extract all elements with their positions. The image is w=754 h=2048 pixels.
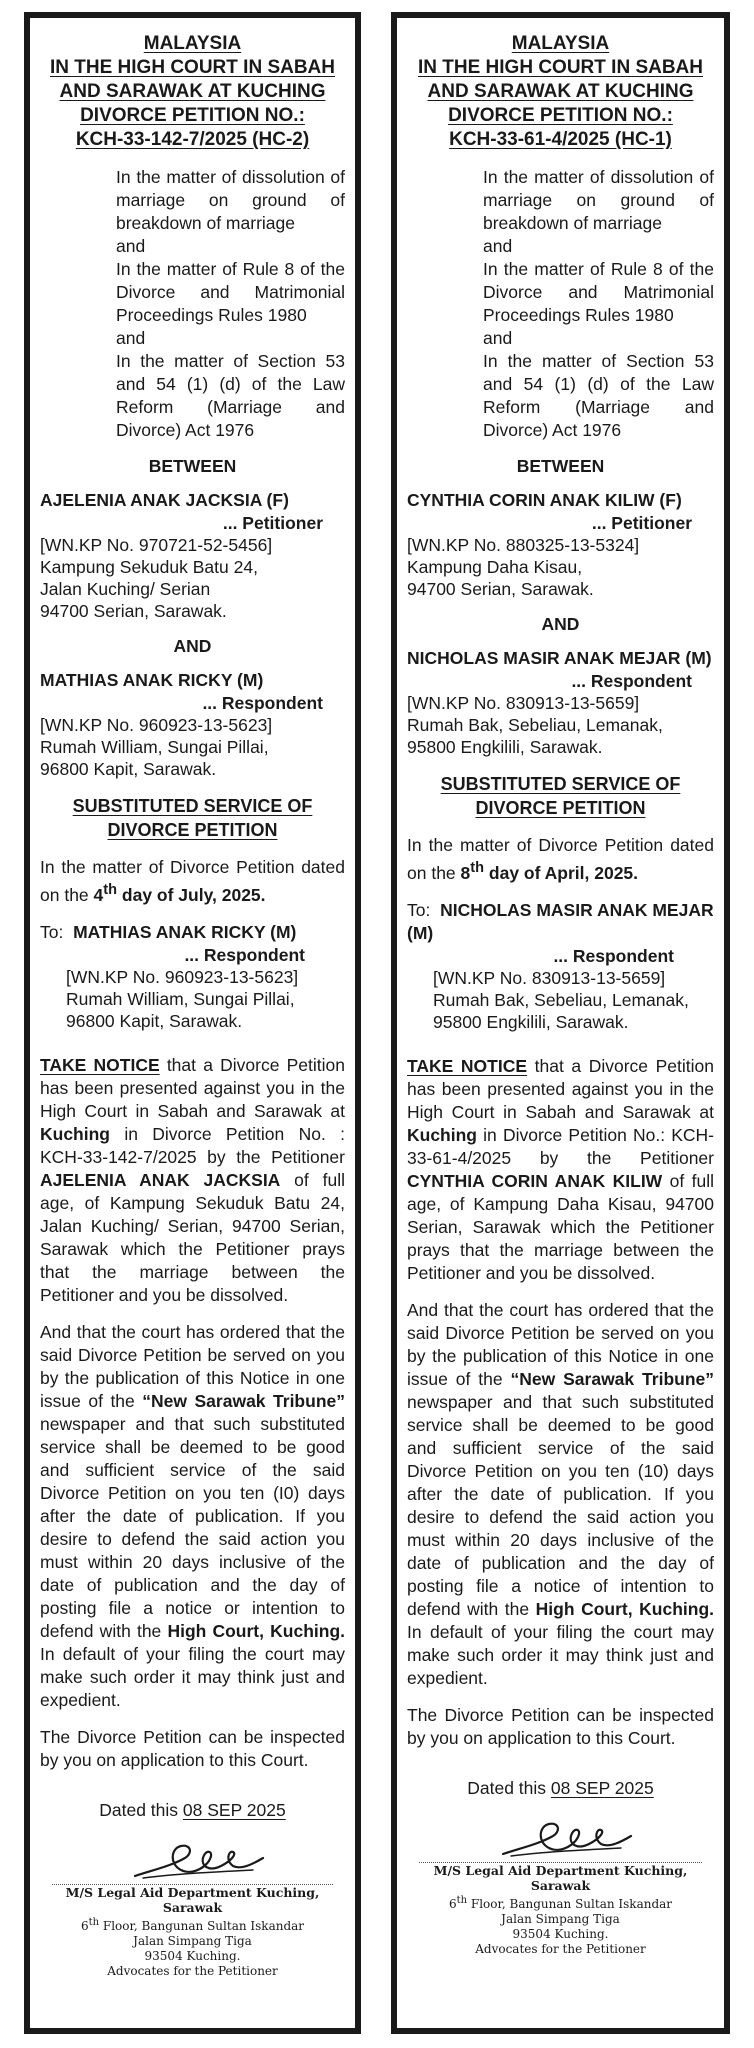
petition-number: KCH-33-61-4/2025 (HC-1) (449, 129, 672, 150)
firm-role: Advocates for the Petitioner (475, 1941, 646, 1956)
matters-block (483, 166, 714, 442)
court-heading: IN THE HIGH COURT IN SABAH (418, 57, 703, 78)
petition-date-line (40, 856, 345, 907)
court-header (407, 32, 714, 152)
court-order-paragraph (40, 1321, 345, 1712)
petition-date-suffix: th (470, 860, 485, 876)
respondent-address-line: 95800 Engkilili, Sarawak. (407, 737, 603, 757)
notice-petitioner-name: CYNTHIA CORIN ANAK KILIW (407, 1170, 663, 1191)
to-label: To: (407, 899, 431, 920)
matter-and: and (483, 328, 513, 348)
take-notice-label: TAKE NOTICE (407, 1055, 528, 1076)
firm-name: M/S Legal Aid Department Kuching, Sarawak (433, 1862, 688, 1893)
newspaper-name: “New Sarawak Tribune” (142, 1390, 345, 1411)
divorce-notice-left (24, 12, 361, 2034)
substituted-service-heading-line: DIVORCE PETITION (107, 820, 278, 840)
inspection-paragraph: The Divorce Petition can be inspected by you on application to this Court. (40, 1726, 345, 1770)
addressee-name: MATHIAS ANAK RICKY (M) (73, 921, 297, 942)
respondent-address-line: Rumah William, Sungai Pillai, (40, 737, 269, 757)
petitioner-address-line: Jalan Kuching/ Serian (40, 579, 211, 599)
petition-date-prefix: In the matter of Divorce Petition dated on the (40, 857, 345, 905)
signature-image (113, 1836, 273, 1884)
petition-date-day: 8 (460, 862, 471, 883)
petitioner-address-line: Kampung Daha Kisau, (407, 557, 583, 577)
petitioner-block (407, 488, 714, 600)
substituted-service-heading-line: SUBSTITUTED SERVICE OF (72, 796, 313, 816)
notice-text: that a Divorce Petition has been presented against you in the High Court in Sabah and Sarawak at (407, 1055, 714, 1122)
between-heading: BETWEEN (516, 456, 605, 476)
substituted-service-heading (407, 772, 714, 820)
matter-and: and (116, 328, 146, 348)
firm-floor-number: 6 (80, 1918, 89, 1933)
addressee-line (407, 899, 714, 945)
addressee-role: ... Respondent (553, 945, 674, 966)
order-court-name: High Court, Kuching. (535, 1598, 714, 1619)
petitioner-address-line: Kampung Sekuduk Batu 24, (40, 557, 258, 577)
respondent-role: ... Respondent (571, 671, 692, 691)
notice-text: in Divorce Petition No. : KCH-33-142-7/2025 by the Petitioner (40, 1123, 345, 1167)
dated-label: Dated this (99, 1799, 183, 1820)
order-text: newspaper and that such substituted service shall be deemed to be good and sufficient service of the said Divorce Petition on you ten (10) days after the date of publication. If you desire to defend the said action you must within 20 days inclusive of the date of publication and the day of posting file a notice of intention to defend with the (407, 1391, 714, 1619)
substituted-service-heading (40, 794, 345, 842)
substituted-service-heading-line: SUBSTITUTED SERVICE OF (440, 774, 681, 794)
dated-line (40, 1798, 345, 1822)
order-text: newspaper and that such substituted service shall be deemed to be good and sufficient service of the said Divorce Petition on you ten (I0) days after the date of publication. If you desire to defend the said action you must within 20 days inclusive of the date of publication and the day of posting file a notice or intention to defend with the (40, 1413, 345, 1641)
firm-block (407, 1863, 714, 1957)
petitioner-name: AJELENIA ANAK JACKSIA (F) (40, 490, 289, 510)
petition-date-rest: day of July, 2025. (117, 884, 266, 905)
addressee-address-line: [WN.KP No. 830913-13-5659] (433, 967, 666, 988)
matter-clause: In the matter of Rule 8 of the Divorce and Matrimonial Proceedings Rules 1980 (116, 259, 345, 325)
court-heading: AND SARAWAK AT KUCHING (427, 81, 694, 102)
order-court-name: High Court, Kuching. (167, 1620, 345, 1641)
addressee-role: ... Respondent (184, 944, 305, 965)
addressee-name: NICHOLAS MASIR ANAK MEJAR (M) (407, 899, 714, 943)
order-text: In default of your filing the court may make such order it may think just and expedient. (40, 1643, 345, 1710)
matter-clause: In the matter of dissolution of marriage on ground of breakdown of marriage (483, 167, 714, 233)
take-notice-paragraph (40, 1054, 345, 1307)
take-notice-paragraph (407, 1055, 714, 1285)
respondent-block (407, 646, 714, 758)
petitioner-address-line: 94700 Serian, Sarawak. (407, 579, 594, 599)
addressee-address-line: Rumah Bak, Sebeliau, Lemanak, (433, 989, 689, 1010)
firm-floor-rest: Floor, Bangunan Sultan Iskandar (467, 1896, 673, 1911)
dated-date: 08 SEP 2025 (550, 1777, 654, 1798)
petitioner-address-line: [WN.KP No. 880325-13-5324] (407, 535, 640, 555)
petitioner-block (40, 488, 345, 622)
inspection-paragraph: The Divorce Petition can be inspected by you on application to this Court. (407, 1704, 714, 1748)
addressee-address-line: [WN.KP No. 960923-13-5623] (66, 966, 299, 987)
petition-number-label: DIVORCE PETITION NO.: (80, 105, 305, 126)
firm-address-line (40, 1915, 345, 1934)
petitioner-name: CYNTHIA CORIN ANAK KILIW (F) (407, 490, 682, 510)
respondent-role: ... Respondent (202, 693, 323, 713)
firm-address-line: Jalan Simpang Tiga (133, 1933, 252, 1948)
court-header (40, 32, 345, 152)
notice-text: of full age, of Kampung Daha Kisau, 94700 Serian, Sarawak which the Petitioner prays that the marriage between the Petitioner and you be dissolved. (407, 1170, 714, 1283)
matter-and: and (116, 236, 146, 256)
firm-address-line: 93504 Kuching. (512, 1926, 609, 1941)
substituted-service-heading-line: DIVORCE PETITION (475, 798, 646, 818)
notice-petitioner-name: AJELENIA ANAK JACKSIA (40, 1169, 281, 1190)
petitioner-address-line: [WN.KP No. 970721-52-5456] (40, 535, 273, 555)
addressee-line (40, 921, 345, 944)
addressee-address-line: Rumah William, Sungai Pillai, (66, 988, 295, 1009)
respondent-block (40, 668, 345, 780)
firm-floor-rest: Floor, Bangunan Sultan Iskandar (99, 1918, 305, 1933)
addressee-address-line: 96800 Kapit, Sarawak. (66, 1010, 243, 1031)
matter-and: and (483, 236, 513, 256)
divorce-notice-right (391, 12, 730, 2034)
firm-name: M/S Legal Aid Department Kuching, Sarawak (65, 1884, 320, 1915)
petitioner-address-line: 94700 Serian, Sarawak. (40, 601, 227, 621)
between-heading: BETWEEN (148, 456, 237, 476)
notice-text: of full age, of Kampung Sekuduk Batu 24, Jalan Kuching/ Serian, 94700 Serian, Sarawak which the Petitioner prays that the marriage between the Petitioner and you be dissolved. (40, 1169, 345, 1305)
firm-address-line: Jalan Simpang Tiga (501, 1911, 620, 1926)
firm-address-line: 93504 Kuching. (144, 1948, 241, 1963)
take-notice-label: TAKE NOTICE (40, 1054, 160, 1075)
petition-number: KCH-33-142-7/2025 (HC-2) (75, 129, 310, 150)
dated-line (407, 1776, 714, 1800)
firm-address-line (407, 1893, 714, 1912)
respondent-address-line: 96800 Kapit, Sarawak. (40, 759, 217, 779)
petition-date-suffix: th (103, 882, 118, 898)
firm-floor-suffix: th (456, 1894, 468, 1906)
country-heading: MALAYSIA (511, 33, 610, 54)
petition-date-day: 4 (93, 884, 104, 905)
petitioner-role: ... Petitioner (222, 513, 323, 533)
petitioner-role: ... Petitioner (591, 513, 692, 533)
firm-role: Advocates for the Petitioner (107, 1963, 278, 1978)
firm-floor-suffix: th (88, 1916, 100, 1928)
court-heading: AND SARAWAK AT KUCHING (59, 81, 326, 102)
and-heading: AND (173, 636, 212, 656)
matter-clause: In the matter of dissolution of marriage on ground of breakdown of marriage (116, 167, 345, 233)
petition-date-prefix: In the matter of Divorce Petition dated on the (407, 835, 714, 883)
respondent-address-line: Rumah Bak, Sebeliau, Lemanak, (407, 715, 663, 735)
petition-number-label: DIVORCE PETITION NO.: (448, 105, 673, 126)
matter-clause: In the matter of Section 53 and 54 (1) (d) of the Law Reform (Marriage and Divorce) Act 1976 (483, 351, 714, 440)
respondent-address-line: [WN.KP No. 830913-13-5659] (407, 693, 640, 713)
matters-block (116, 166, 345, 442)
and-heading: AND (541, 614, 580, 634)
matter-clause: In the matter of Rule 8 of the Divorce and Matrimonial Proceedings Rules 1980 (483, 259, 714, 325)
order-text: In default of your filing the court may make such order it may think just and expedient. (407, 1621, 714, 1688)
signature-image (481, 1814, 641, 1862)
newspaper-name: “New Sarawak Tribune” (510, 1368, 714, 1389)
order-text: And that the court has ordered that the said Divorce Petition be served on you by the publication of this Notice in one issue of the (407, 1299, 714, 1389)
respondent-name: MATHIAS ANAK RICKY (M) (40, 670, 264, 690)
matter-clause: In the matter of Section 53 and 54 (1) (d) of the Law Reform (Marriage and Divorce) Act 1976 (116, 351, 345, 440)
court-order-paragraph (407, 1299, 714, 1690)
notice-court-place: Kuching (40, 1123, 110, 1144)
petition-date-line (407, 834, 714, 885)
order-text: And that the court has ordered that the said Divorce Petition be served on you by the publication of this Notice in one issue of the (40, 1321, 345, 1411)
country-heading: MALAYSIA (143, 33, 242, 54)
petition-date-rest: day of April, 2025. (484, 862, 639, 883)
notice-text: in Divorce Petition No.: KCH-33-61-4/2025 by the Petitioner (407, 1124, 714, 1168)
respondent-name: NICHOLAS MASIR ANAK MEJAR (M) (407, 648, 712, 668)
court-heading: IN THE HIGH COURT IN SABAH (50, 57, 335, 78)
notice-court-place: Kuching (407, 1124, 477, 1145)
firm-floor-number: 6 (448, 1896, 457, 1911)
respondent-address-line: [WN.KP No. 960923-13-5623] (40, 715, 273, 735)
dated-date: 08 SEP 2025 (182, 1799, 286, 1820)
to-label: To: (40, 921, 64, 942)
notice-text: that a Divorce Petition has been presented against you in the High Court in Sabah and Sarawak at (40, 1054, 345, 1121)
addressee-address-line: 95800 Engkilili, Sarawak. (433, 1011, 629, 1032)
firm-block (40, 1885, 345, 1979)
dated-label: Dated this (467, 1777, 551, 1798)
